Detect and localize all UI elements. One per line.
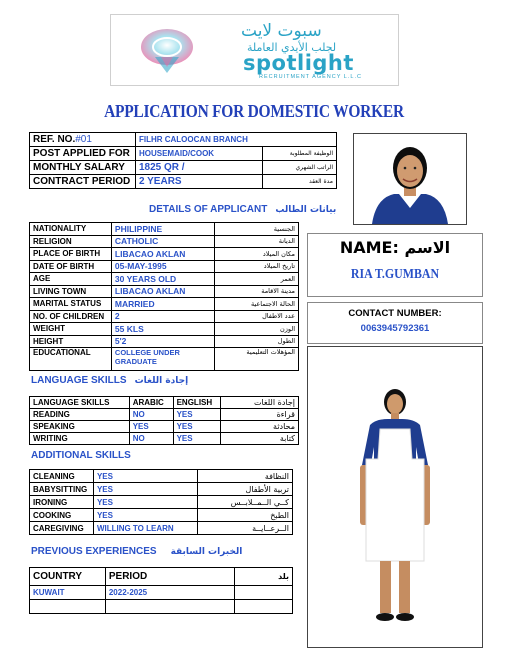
row-value: CATHOLIC [111,235,215,248]
language-skills-table [29,396,299,445]
period-value [105,600,234,614]
row-value: 55 KLS [111,323,215,336]
row-value: 30 YEARS OLD [111,273,215,286]
name-label-ar: الاسم [404,238,451,257]
fullbody-image [308,347,482,647]
experience-heading-en: PREVIOUS EXPERIENCES [31,546,157,557]
company-logo [110,14,399,86]
logo-arabic-name: سبوت لايت [241,21,322,41]
row-label: READING [30,409,130,421]
row-arabic: كــي الــمــلابــس [197,496,292,509]
row-arabic: الجنسية [215,223,299,236]
portrait-image [354,134,466,224]
header-cell: PERIOD [105,568,234,586]
row-label: NO. OF CHILDREN [30,310,112,323]
row-label: WEIGHT [30,323,112,336]
row-label: POST APPLIED FOR [30,147,136,161]
applicant-photo-portrait [353,133,467,225]
row-value: LIBACAO AKLAN [111,248,215,261]
applicant-details-table [29,222,299,371]
english-value: YES [173,421,221,433]
branch-cell: FILHR CALOOCAN BRANCH [135,133,336,147]
header-cell: COUNTRY [30,568,106,586]
table-row [30,323,299,336]
table-row [30,248,299,261]
period-value: 2022-2025 [105,586,234,600]
ref-value: #01 [75,134,92,145]
table-row [30,133,337,147]
row-arabic: العمر [215,273,299,286]
row-value: PHILIPPINE [111,223,215,236]
row-value: YES [93,470,197,483]
row-value: HOUSEMAID/COOK [135,147,262,161]
row-label: AGE [30,273,112,286]
row-arabic: مكان الميلاد [215,248,299,261]
row-arabic: الــرعــايــة [197,522,292,535]
contact-box [307,302,483,344]
table-row [30,260,299,273]
row-arabic: مدينة الاقامة [215,285,299,298]
table-row [30,235,299,248]
name-label [308,238,482,257]
row-arabic: كتابة [221,433,299,445]
row-label: PLACE OF BIRTH [30,248,112,261]
row-label: CAREGIVING [30,522,94,535]
header-cell-ar: بلد [235,568,293,586]
row-arabic: عدد الاطفال [215,310,299,323]
arabic-value: YES [129,421,173,433]
details-heading-en: DETAILS OF APPLICANT [149,204,268,215]
table-row [30,223,299,236]
table-row [30,298,299,311]
table-row [30,175,337,189]
row-label: MARITAL STATUS [30,298,112,311]
contact-label: CONTACT NUMBER: [348,308,442,319]
table-row [30,285,299,298]
row-value: LIBACAO AKLAN [111,285,215,298]
row-label: MONTHLY SALARY [30,161,136,175]
row-arabic: مدة العقد [263,175,337,189]
row-label: LIVING TOWN [30,285,112,298]
header-cell: LANGUAGE SKILLS [30,397,130,409]
table-row [30,433,299,445]
row-arabic: النظافة [197,470,292,483]
row-value: 1825 QR / [135,161,262,175]
row-label: WRITING [30,433,130,445]
row-label: SPEAKING [30,421,130,433]
table-row [30,600,293,614]
row-arabic: محادثة [221,421,299,433]
row-arabic: الطبخ [197,509,292,522]
row-arabic: الديانة [215,235,299,248]
row-arabic: المؤهلات التعليمية [215,348,299,371]
skills-heading: ADDITIONAL SKILLS [31,450,131,461]
table-row [30,586,293,600]
arabic-value: NO [129,409,173,421]
details-heading [149,204,336,215]
experience-heading [31,546,242,557]
row-arabic: تربية الأطفال [197,483,292,496]
row-label: EDUCATIONAL [30,348,112,371]
language-heading-en: LANGUAGE SKILLS [31,375,127,386]
additional-skills-table [29,469,293,535]
table-row [30,568,293,586]
job-info-table [29,132,337,189]
table-row [30,470,293,483]
page-title: APPLICATION FOR DOMESTIC WORKER [104,101,404,121]
header-cell: ENGLISH [173,397,221,409]
country-value [30,600,106,614]
row-label: IRONING [30,496,94,509]
row-value: MARRIED [111,298,215,311]
row-label: DATE OF BIRTH [30,260,112,273]
logo-disc-icon [137,23,197,75]
applicant-name: RIA T.GUMBAN [350,267,440,282]
english-value: YES [173,409,221,421]
table-row [30,509,293,522]
details-heading-ar: بيانات الطالب [275,205,337,215]
row-label: CONTRACT PERIOD [30,175,136,189]
table-row [30,397,299,409]
row-arabic: الوزن [215,323,299,336]
logo-brand: spotlight [243,51,354,75]
table-row [30,348,299,371]
country-value: KUWAIT [30,586,106,600]
experience-table [29,567,293,614]
table-row [30,161,337,175]
row-arabic: الحالة الاجتماعية [215,298,299,311]
table-row [30,335,299,348]
row-label: COOKING [30,509,94,522]
table-row [30,310,299,323]
row-value: YES [93,496,197,509]
language-heading-ar: إجادة اللغات [134,376,189,386]
row-arabic [235,586,293,600]
row-value: YES [93,483,197,496]
row-arabic: قراءة [221,409,299,421]
row-arabic [235,600,293,614]
language-heading [31,375,188,386]
row-value: 05-MAY-1995 [111,260,215,273]
row-value: COLLEGE UNDER GRADUATE [111,348,215,371]
row-label: NATIONALITY [30,223,112,236]
table-row [30,483,293,496]
row-arabic: الراتب الشهري [263,161,337,175]
ref-cell [30,133,136,147]
table-row [30,522,293,535]
table-row [30,421,299,433]
english-value: YES [173,433,221,445]
row-label: BABYSITTING [30,483,94,496]
applicant-photo-fullbody [307,346,483,648]
row-arabic: تاريخ الميلاد [215,260,299,273]
row-value: 5'2 [111,335,215,348]
logo-agency: RECRUITMENT AGENCY L.L.C [259,74,362,80]
row-value: 2 YEARS [135,175,262,189]
row-value: WILLING TO LEARN [93,522,197,535]
arabic-value: NO [129,433,173,445]
row-label: RELIGION [30,235,112,248]
table-row [30,273,299,286]
logo-arabic-tagline: لجلب الأيدي العاملة [247,41,337,54]
experience-heading-ar: الخبرات السابقة [170,547,243,557]
row-value: YES [93,509,197,522]
row-label: CLEANING [30,470,94,483]
table-row [30,147,337,161]
row-label: HEIGHT [30,335,112,348]
header-cell: ARABIC [129,397,173,409]
name-box [307,233,483,297]
table-row [30,409,299,421]
table-row [30,496,293,509]
header-cell-ar: إجادة اللغات [221,397,299,409]
row-arabic: الوظيفة المطلوبة [263,147,337,161]
ref-label: REF. NO. [33,134,76,145]
row-arabic: الطول [215,335,299,348]
contact-number: 0063945792361 [360,323,430,334]
name-label-en: NAME: [339,238,399,257]
row-value: 2 [111,310,215,323]
